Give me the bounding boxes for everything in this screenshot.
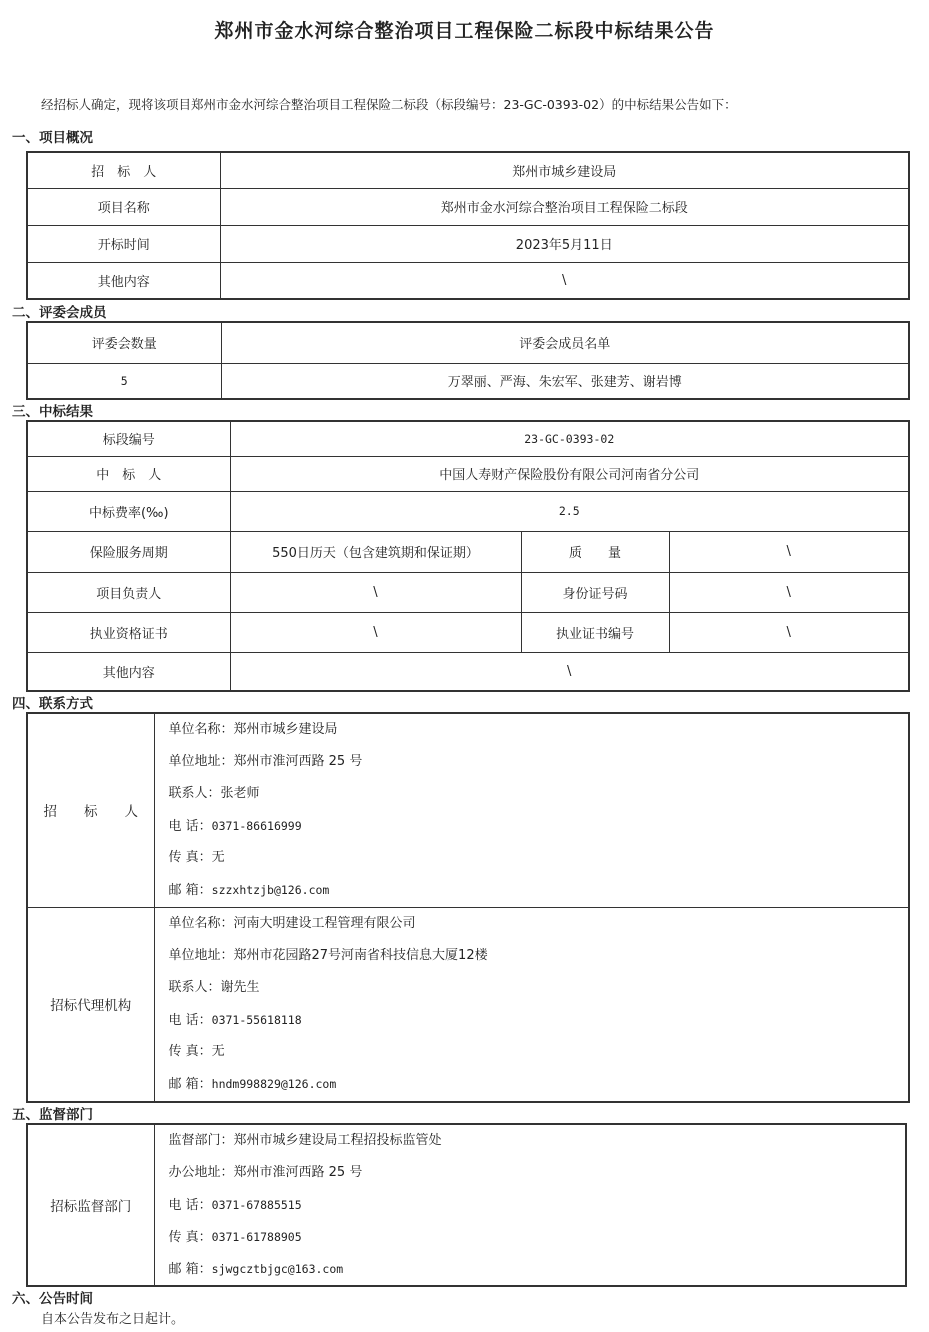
value-cell: \ — [669, 531, 909, 572]
tenderer-details — [154, 713, 909, 907]
table-row — [27, 572, 909, 612]
contact-line: 邮 箱：szzxhtzjb@126.com — [168, 883, 330, 898]
supervision-table — [26, 1123, 907, 1287]
contact-line: 邮 箱：sjwgcztbjgc@163.com — [168, 1262, 344, 1277]
value-cell: 郑州市城乡建设局 — [220, 152, 909, 188]
contact-line: 单位名称：郑州市城乡建设局 — [168, 722, 338, 737]
table-row — [27, 713, 909, 907]
value-cell: 中国人寿财产保险股份有限公司河南省分公司 — [230, 456, 909, 491]
value-cell: \ — [230, 572, 521, 612]
contact-line: 单位地址：郑州市淮河西路 25 号 — [168, 754, 363, 769]
table-row — [27, 188, 909, 225]
contact-line: 电 话：0371-67885515 — [168, 1198, 302, 1213]
value-cell: 550日历天（包含建筑期和保证期） — [230, 531, 521, 572]
section-heading-notice-time: 六、公告时间 — [12, 1291, 93, 1307]
value-cell: \ — [669, 572, 909, 612]
value-cell: \ — [220, 262, 909, 299]
label-cell: 保险服务周期 — [27, 531, 230, 572]
contact-line: 传 真：无 — [168, 1043, 225, 1059]
table-row — [27, 491, 909, 531]
contact-table — [26, 712, 910, 1103]
section-heading-supervision: 五、监督部门 — [12, 1107, 93, 1123]
label-cell: 执业证书编号 — [521, 612, 669, 652]
label-cell: 评委会数量 — [27, 322, 221, 363]
value-cell: 郑州市金水河综合整治项目工程保险二标段 — [220, 188, 909, 225]
label-cell: 中标费率(‰) — [27, 491, 230, 531]
table-row — [27, 225, 909, 262]
contact-line: 邮 箱：hndm998829@126.com — [168, 1076, 337, 1092]
contact-line: 联系人：谢先生 — [168, 979, 260, 995]
supervision-details — [154, 1124, 906, 1286]
value-cell: \ — [230, 652, 909, 691]
committee-table — [26, 321, 910, 400]
value-cell: \ — [669, 612, 909, 652]
page-title: 郑州市金水河综合整治项目工程保险二标段中标结果公告 — [214, 20, 715, 42]
section-heading-result: 三、中标结果 — [12, 404, 93, 420]
value-cell: 23-GC-0393-02 — [230, 421, 909, 456]
agency-label: 招标代理机构 — [27, 907, 154, 1102]
label-cell: 开标时间 — [27, 225, 220, 262]
value-cell: 万翠丽、严海、朱宏军、张建芳、谢岩博 — [221, 363, 909, 399]
label-cell: 项目负责人 — [27, 572, 230, 612]
contact-line: 传 真：无 — [168, 850, 225, 865]
value-cell: \ — [230, 612, 521, 652]
table-row — [27, 612, 909, 652]
table-row — [27, 531, 909, 572]
label-cell: 评委会成员名单 — [221, 322, 909, 363]
label-cell: 标段编号 — [27, 421, 230, 456]
label-cell: 招 标 人 — [27, 152, 220, 188]
label-cell: 中 标 人 — [27, 456, 230, 491]
value-cell: 5 — [27, 363, 221, 399]
table-row — [27, 152, 909, 188]
table-row — [27, 456, 909, 491]
intro-text: 经招标人确定，现将该项目郑州市金水河综合整治项目工程保险二标段（标段编号：23-GC-0393-02）的中标结果公告如下： — [41, 97, 737, 112]
contact-line: 单位地址：郑州市花园路27号河南省科技信息大厦12楼 — [168, 947, 488, 963]
contact-line: 监督部门：郑州市城乡建设局工程招投标监管处 — [168, 1133, 442, 1148]
contact-line: 电 话：0371-55618118 — [168, 1012, 302, 1028]
email-link[interactable]: szzxhtzjb@126.com — [211, 883, 330, 897]
table-row — [27, 363, 909, 399]
table-row — [27, 322, 909, 363]
notice-time-text: 自本公告发布之日起计。 — [41, 1312, 185, 1327]
section-heading-contact: 四、联系方式 — [12, 696, 93, 712]
contact-line: 电 话：0371-86616999 — [168, 819, 302, 834]
label-cell: 身份证号码 — [521, 572, 669, 612]
agency-details — [154, 907, 909, 1102]
contact-line: 传 真：0371-61788905 — [168, 1230, 302, 1245]
tenderer-label: 招 标 人 — [27, 713, 154, 907]
result-table — [26, 420, 910, 692]
supervision-label: 招标监督部门 — [27, 1124, 154, 1286]
label-cell: 项目名称 — [27, 188, 220, 225]
table-row — [27, 262, 909, 299]
table-row — [27, 1124, 906, 1286]
table-row — [27, 421, 909, 456]
email-link[interactable]: hndm998829@126.com — [211, 1076, 337, 1091]
section-heading-overview: 一、项目概况 — [12, 130, 93, 146]
label-cell: 其他内容 — [27, 652, 230, 691]
email-link[interactable]: sjwgcztbjgc@163.com — [211, 1262, 344, 1276]
label-cell: 执业资格证书 — [27, 612, 230, 652]
value-cell: 2.5 — [230, 491, 909, 531]
section-heading-committee: 二、评委会成员 — [12, 305, 107, 321]
value-cell: 2023年5月11日 — [220, 225, 909, 262]
contact-line: 联系人：张老师 — [168, 786, 260, 801]
label-cell: 质 量 — [521, 531, 669, 572]
table-row — [27, 652, 909, 691]
contact-line: 单位名称：河南大明建设工程管理有限公司 — [168, 915, 416, 931]
contact-line: 办公地址：郑州市淮河西路 25 号 — [168, 1165, 363, 1180]
label-cell: 其他内容 — [27, 262, 220, 299]
table-row — [27, 907, 909, 1102]
overview-table — [26, 151, 910, 300]
